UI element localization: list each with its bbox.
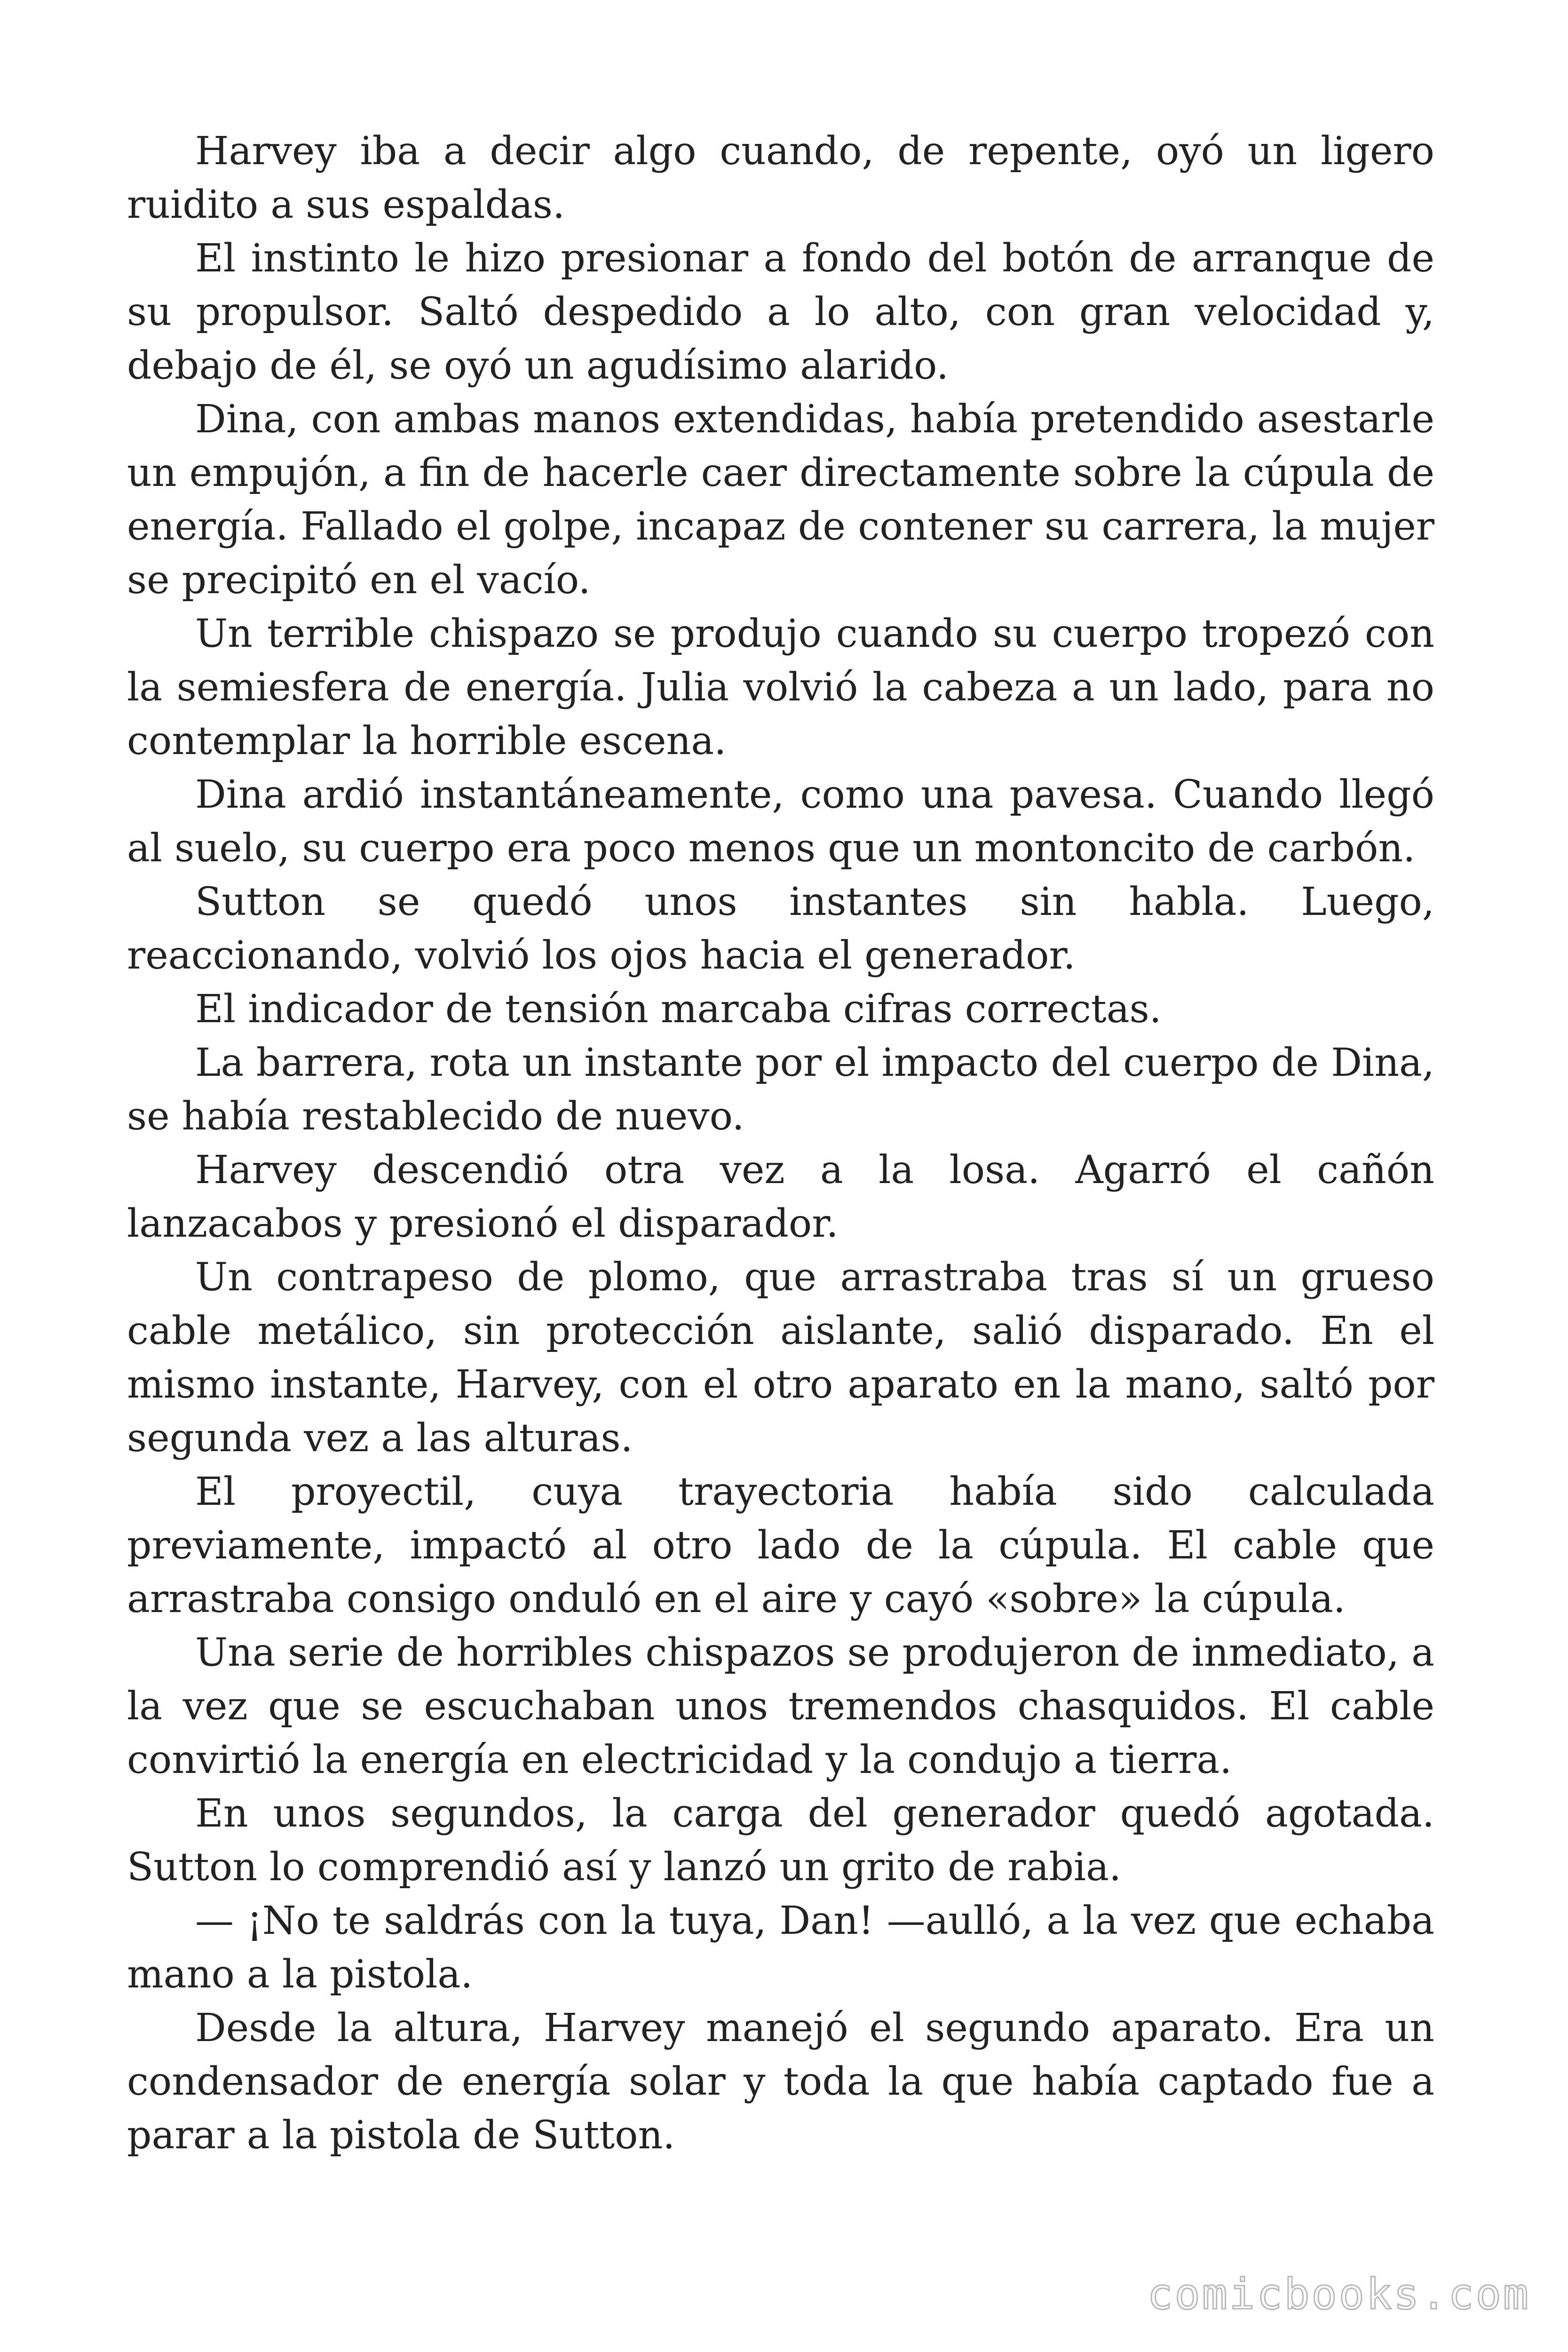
paragraph: Una serie de horribles chispazos se produjeron de inmediato, a la vez que se escuchaban unos tremendos chasquidos. El cable convirtió la energía en electricidad y la condujo a tierra. [127, 1630, 1434, 1782]
paragraph: Dina ardió instantáneamente, como una pavesa. Cuando llegó al suelo, su cuerpo era poco menos que un montoncito de carbón. [127, 772, 1434, 871]
paragraph: El instinto le hizo presionar a fondo del botón de arranque de su propulsor. Saltó despedido a lo alto, con gran velocidad y, debajo de él, se oyó un agudísimo alarido. [127, 236, 1434, 388]
paragraph: El proyectil, cuya trayectoria había sido calculada previamente, impactó al otro lado de la cúpula. El cable que arrastraba consigo onduló en el aire y cayó «sobre» la cúpula. [127, 1470, 1434, 1621]
paragraph: Dina, con ambas manos extendidas, había pretendido asestarle un empujón, a fin de hacerle caer directamente sobre la cúpula de energía. Fallado el golpe, incapaz de contener su carrera, la mujer se precipitó en el vacío. [127, 397, 1434, 603]
paragraph: El indicador de tensión marcaba cifras correctas. [195, 987, 1162, 1032]
paragraph: Harvey iba a decir algo cuando, de repente, oyó un ligero ruidito a sus espaldas. [127, 129, 1434, 227]
page-body [127, 125, 1434, 2162]
paragraph: — ¡No te saldrás con la tuya, Dan! —aulló, a la vez que echaba mano a la pistola. [127, 1899, 1434, 1997]
watermark: comicbooks.com [1147, 2270, 1530, 2319]
paragraph: La barrera, rota un instante por el impacto del cuerpo de Dina, se había restablecido de nuevo. [127, 1041, 1434, 1139]
paragraph: Desde la altura, Harvey manejó el segundo aparato. Era un condensador de energía solar y toda la que había captado fue a parar a la pistola de Sutton. [127, 2006, 1434, 2158]
paragraph: Un terrible chispazo se produjo cuando su cuerpo tropezó con la semiesfera de energía. Julia volvió la cabeza a un lado, para no contemplar la horrible escena. [127, 612, 1434, 763]
paragraph: Un contrapeso de plomo, que arrastraba tras sí un grueso cable metálico, sin protección aislante, salió disparado. En el mismo instante, Harvey, con el otro aparato en la mano, saltó por segunda vez a las alturas. [127, 1255, 1434, 1461]
paragraph: Harvey descendió otra vez a la losa. Agarró el cañón lanzacabos y presionó el disparador. [127, 1148, 1434, 1246]
paragraph: Sutton se quedó unos instantes sin habla. Luego, reaccionando, volvió los ojos hacia el generador. [127, 880, 1434, 978]
paragraph: En unos segundos, la carga del generador quedó agotada. Sutton lo comprendió así y lanzó un grito de rabia. [127, 1791, 1434, 1890]
